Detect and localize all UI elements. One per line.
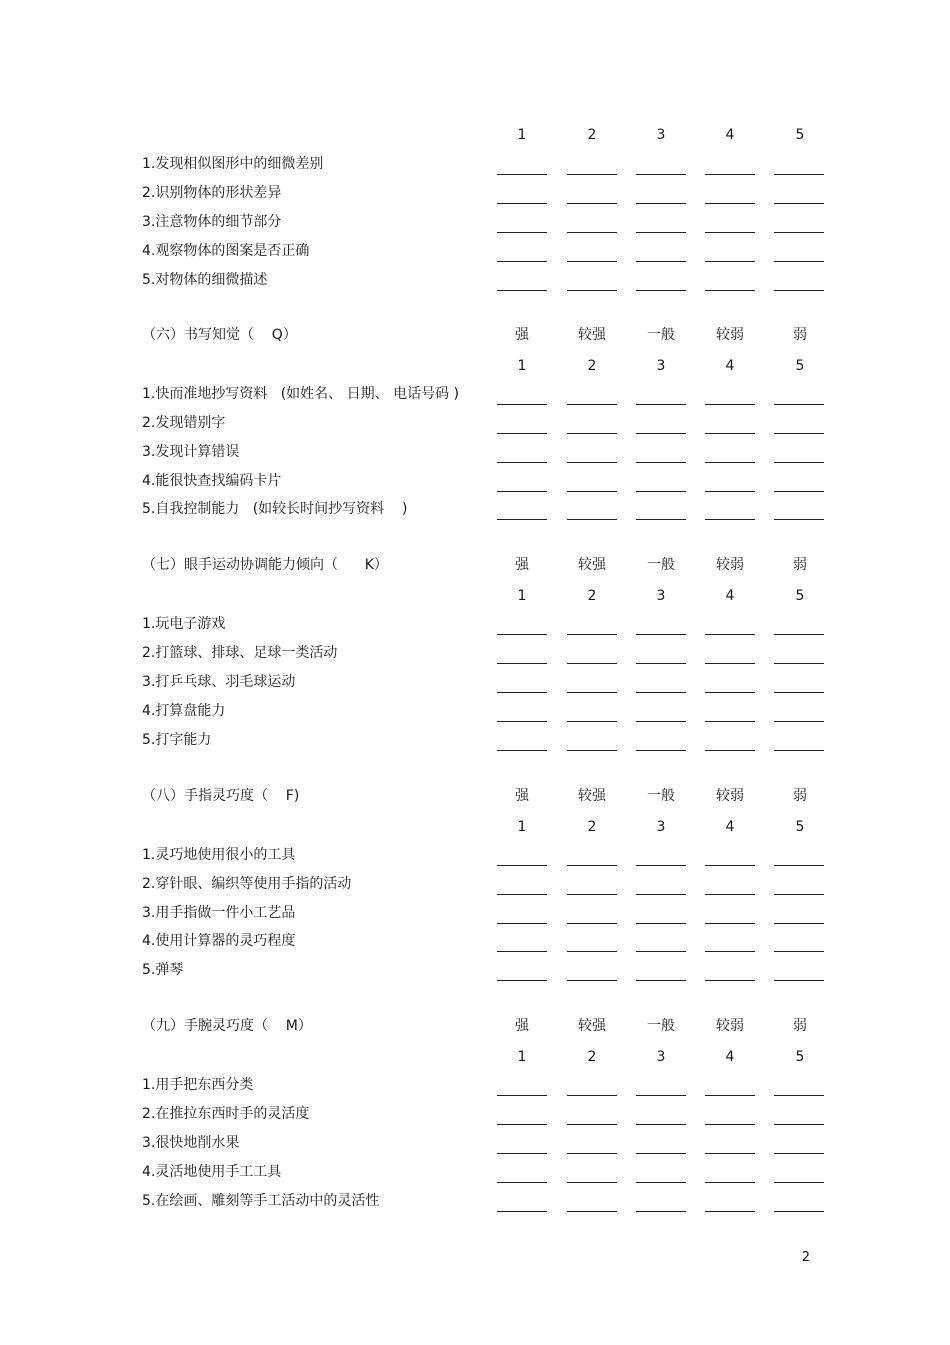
answer-blank[interactable] <box>497 894 547 895</box>
question-row <box>0 241 950 261</box>
section-title: （八）手指灵巧度（ F) <box>142 788 300 804</box>
section-header-row <box>0 325 950 345</box>
answer-blank[interactable] <box>774 462 824 463</box>
answer-blank[interactable] <box>567 261 617 262</box>
scale-number: 5 <box>795 1049 805 1065</box>
question-text: 3.用手指做一件小工艺品 <box>142 905 296 921</box>
scale-number: 5 <box>795 819 805 835</box>
answer-blank[interactable] <box>636 951 686 952</box>
scale-word: 较强 <box>578 327 606 343</box>
answer-blank[interactable] <box>636 721 686 722</box>
question-text: 4.观察物体的图案是否正确 <box>142 243 310 259</box>
scale-number: 1 <box>517 358 527 374</box>
answer-blank[interactable] <box>705 923 755 924</box>
question-text: 4.打算盘能力 <box>142 703 226 719</box>
answer-blank[interactable] <box>705 433 755 434</box>
question-row <box>0 413 950 433</box>
answer-blank[interactable] <box>774 894 824 895</box>
scale-number: 3 <box>656 127 666 143</box>
answer-blank[interactable] <box>497 721 547 722</box>
answer-blank[interactable] <box>774 634 824 635</box>
question-row <box>0 183 950 203</box>
question-row <box>0 1191 950 1211</box>
answer-blank[interactable] <box>705 692 755 693</box>
answer-blank[interactable] <box>774 865 824 866</box>
question-text: 5.弹琴 <box>142 962 184 978</box>
scale-number: 5 <box>795 358 805 374</box>
answer-blank[interactable] <box>497 433 547 434</box>
question-text: 5.自我控制能力 (如较长时间抄写资料 ) <box>142 501 408 517</box>
answer-blank[interactable] <box>636 290 686 291</box>
answer-blank[interactable] <box>497 203 547 204</box>
answer-blank[interactable] <box>497 290 547 291</box>
scale-number: 4 <box>725 358 735 374</box>
answer-blank[interactable] <box>636 663 686 664</box>
answer-blank[interactable] <box>497 634 547 635</box>
answer-blank[interactable] <box>497 1153 547 1154</box>
answer-blank[interactable] <box>567 951 617 952</box>
section-header-row <box>0 555 950 575</box>
scale-word: 弱 <box>793 788 807 804</box>
answer-blank[interactable] <box>567 980 617 981</box>
answer-blank[interactable] <box>497 865 547 866</box>
answer-blank[interactable] <box>567 663 617 664</box>
question-row <box>0 154 950 174</box>
answer-blank[interactable] <box>636 1211 686 1212</box>
answer-blank[interactable] <box>567 404 617 405</box>
answer-blank[interactable] <box>636 1124 686 1125</box>
answer-blank[interactable] <box>567 290 617 291</box>
answer-blank[interactable] <box>636 1095 686 1096</box>
answer-blank[interactable] <box>705 1211 755 1212</box>
scale-word: 一般 <box>647 1018 675 1034</box>
answer-blank[interactable] <box>497 232 547 233</box>
answer-blank[interactable] <box>774 433 824 434</box>
question-row <box>0 471 950 491</box>
answer-blank[interactable] <box>774 980 824 981</box>
answer-blank[interactable] <box>497 1211 547 1212</box>
scale-number: 2 <box>587 819 597 835</box>
scale-number: 1 <box>517 127 527 143</box>
question-row <box>0 614 950 634</box>
scale-word: 弱 <box>793 557 807 573</box>
answer-blank[interactable] <box>567 721 617 722</box>
question-text: 1.灵巧地使用很小的工具 <box>142 847 296 863</box>
scale-number-header <box>0 125 950 145</box>
question-row <box>0 1104 950 1124</box>
section-header-row <box>0 786 950 806</box>
answer-blank[interactable] <box>636 203 686 204</box>
scale-number-header <box>0 586 950 606</box>
answer-blank[interactable] <box>567 491 617 492</box>
answer-blank[interactable] <box>497 1095 547 1096</box>
question-row <box>0 384 950 404</box>
scale-number: 3 <box>656 358 666 374</box>
question-text: 3.打乒乓球、羽毛球运动 <box>142 674 296 690</box>
scale-word: 强 <box>515 788 529 804</box>
scale-number: 3 <box>656 1049 666 1065</box>
page-number: 2 <box>801 1250 810 1265</box>
answer-blank[interactable] <box>567 692 617 693</box>
scale-number: 1 <box>517 819 527 835</box>
question-text: 5.对物体的细微描述 <box>142 272 268 288</box>
scale-number-header <box>0 356 950 376</box>
answer-blank[interactable] <box>636 232 686 233</box>
answer-blank[interactable] <box>567 519 617 520</box>
question-row <box>0 672 950 692</box>
answer-blank[interactable] <box>774 1124 824 1125</box>
answer-blank[interactable] <box>774 519 824 520</box>
scale-number: 2 <box>587 588 597 604</box>
question-text: 1.快而准地抄写资料 (如姓名、 日期、 电话号码 ) <box>142 386 459 402</box>
scale-word: 一般 <box>647 788 675 804</box>
question-text: 2.识别物体的形状差异 <box>142 185 282 201</box>
answer-blank[interactable] <box>705 951 755 952</box>
answer-blank[interactable] <box>705 663 755 664</box>
question-row <box>0 270 950 290</box>
scale-number: 2 <box>587 1049 597 1065</box>
answer-blank[interactable] <box>567 232 617 233</box>
answer-blank[interactable] <box>774 951 824 952</box>
answer-blank[interactable] <box>497 692 547 693</box>
question-text: 2.打篮球、排球、足球一类活动 <box>142 645 338 661</box>
answer-blank[interactable] <box>567 1124 617 1125</box>
answer-blank[interactable] <box>567 1211 617 1212</box>
answer-blank[interactable] <box>705 261 755 262</box>
answer-blank[interactable] <box>497 923 547 924</box>
scale-number: 2 <box>587 358 597 374</box>
scale-word: 较弱 <box>716 327 744 343</box>
answer-blank[interactable] <box>636 433 686 434</box>
answer-blank[interactable] <box>774 692 824 693</box>
answer-blank[interactable] <box>497 750 547 751</box>
answer-blank[interactable] <box>705 290 755 291</box>
answer-blank[interactable] <box>497 491 547 492</box>
answer-blank[interactable] <box>636 462 686 463</box>
answer-blank[interactable] <box>567 1095 617 1096</box>
answer-blank[interactable] <box>497 174 547 175</box>
answer-blank[interactable] <box>497 663 547 664</box>
answer-blank[interactable] <box>774 750 824 751</box>
answer-blank[interactable] <box>567 462 617 463</box>
scale-word: 较弱 <box>716 788 744 804</box>
answer-blank[interactable] <box>636 404 686 405</box>
scale-word: 强 <box>515 557 529 573</box>
question-text: 3.注意物体的细节部分 <box>142 214 282 230</box>
answer-blank[interactable] <box>567 865 617 866</box>
scale-number: 3 <box>656 588 666 604</box>
answer-blank[interactable] <box>774 404 824 405</box>
question-text: 3.发现计算错误 <box>142 444 240 460</box>
answer-blank[interactable] <box>774 174 824 175</box>
scale-word: 弱 <box>793 1018 807 1034</box>
answer-blank[interactable] <box>567 923 617 924</box>
section-title: （七）眼手运动协调能力倾向（ K） <box>142 557 388 573</box>
answer-blank[interactable] <box>705 462 755 463</box>
question-text: 4.灵活地使用手工工具 <box>142 1164 282 1180</box>
answer-blank[interactable] <box>636 174 686 175</box>
scale-word: 强 <box>515 327 529 343</box>
scale-number: 4 <box>725 127 735 143</box>
scale-word: 较弱 <box>716 557 744 573</box>
scale-number: 5 <box>795 588 805 604</box>
answer-blank[interactable] <box>497 462 547 463</box>
scale-number: 4 <box>725 819 735 835</box>
answer-blank[interactable] <box>567 750 617 751</box>
answer-blank[interactable] <box>567 894 617 895</box>
scale-word: 较强 <box>578 557 606 573</box>
answer-blank[interactable] <box>705 1182 755 1183</box>
question-text: 5.打字能力 <box>142 732 212 748</box>
scale-word: 弱 <box>793 327 807 343</box>
scale-word: 一般 <box>647 557 675 573</box>
scale-number-header <box>0 817 950 837</box>
question-row <box>0 960 950 980</box>
scale-word: 较强 <box>578 1018 606 1034</box>
answer-blank[interactable] <box>705 491 755 492</box>
scale-number: 1 <box>517 1049 527 1065</box>
answer-blank[interactable] <box>705 519 755 520</box>
answer-blank[interactable] <box>636 923 686 924</box>
answer-blank[interactable] <box>497 519 547 520</box>
scale-number: 1 <box>517 588 527 604</box>
answer-blank[interactable] <box>705 1124 755 1125</box>
answer-blank[interactable] <box>705 232 755 233</box>
answer-blank[interactable] <box>497 261 547 262</box>
question-row <box>0 1075 950 1095</box>
section-title: （九）手腕灵巧度（ M） <box>142 1018 312 1034</box>
answer-blank[interactable] <box>774 1182 824 1183</box>
answer-blank[interactable] <box>567 634 617 635</box>
question-text: 2.在推拉东西时手的灵活度 <box>142 1106 310 1122</box>
answer-blank[interactable] <box>636 1182 686 1183</box>
answer-blank[interactable] <box>567 1153 617 1154</box>
answer-blank[interactable] <box>705 865 755 866</box>
question-text: 1.发现相似图形中的细微差别 <box>142 156 324 172</box>
answer-blank[interactable] <box>497 404 547 405</box>
answer-blank[interactable] <box>567 1182 617 1183</box>
answer-blank[interactable] <box>705 980 755 981</box>
question-row <box>0 1133 950 1153</box>
answer-blank[interactable] <box>705 1153 755 1154</box>
answer-blank[interactable] <box>567 433 617 434</box>
answer-blank[interactable] <box>636 894 686 895</box>
question-row <box>0 931 950 951</box>
question-text: 5.在绘画、雕刻等手工活动中的灵活性 <box>142 1193 380 1209</box>
question-text: 4.能很快查找编码卡片 <box>142 473 282 489</box>
answer-blank[interactable] <box>636 865 686 866</box>
answer-blank[interactable] <box>636 634 686 635</box>
answer-blank[interactable] <box>774 1153 824 1154</box>
question-row <box>0 903 950 923</box>
answer-blank[interactable] <box>567 203 617 204</box>
answer-blank[interactable] <box>636 980 686 981</box>
question-text: 1.用手把东西分类 <box>142 1077 254 1093</box>
answer-blank[interactable] <box>774 491 824 492</box>
answer-blank[interactable] <box>705 721 755 722</box>
scale-number: 3 <box>656 819 666 835</box>
answer-blank[interactable] <box>705 203 755 204</box>
question-text: 1.玩电子游戏 <box>142 616 226 632</box>
answer-blank[interactable] <box>497 1124 547 1125</box>
scale-word: 强 <box>515 1018 529 1034</box>
question-row <box>0 730 950 750</box>
answer-blank[interactable] <box>774 1095 824 1096</box>
question-row <box>0 845 950 865</box>
answer-blank[interactable] <box>636 1153 686 1154</box>
question-text: 3.很快地削水果 <box>142 1135 240 1151</box>
answer-blank[interactable] <box>636 750 686 751</box>
question-text: 2.发现错别字 <box>142 415 226 431</box>
answer-blank[interactable] <box>705 894 755 895</box>
section-title: （六）书写知觉（ Q） <box>142 327 297 343</box>
answer-blank[interactable] <box>774 261 824 262</box>
answer-blank[interactable] <box>774 232 824 233</box>
question-row <box>0 874 950 894</box>
answer-blank[interactable] <box>705 404 755 405</box>
answer-blank[interactable] <box>636 491 686 492</box>
scale-number: 4 <box>725 1049 735 1065</box>
answer-blank[interactable] <box>774 721 824 722</box>
answer-blank[interactable] <box>774 203 824 204</box>
answer-blank[interactable] <box>705 1095 755 1096</box>
answer-blank[interactable] <box>774 1211 824 1212</box>
answer-blank[interactable] <box>636 692 686 693</box>
question-text: 4.使用计算器的灵巧程度 <box>142 933 296 949</box>
answer-blank[interactable] <box>497 951 547 952</box>
answer-blank[interactable] <box>636 519 686 520</box>
question-text: 2.穿针眼、编织等使用手指的活动 <box>142 876 352 892</box>
answer-blank[interactable] <box>705 634 755 635</box>
answer-blank[interactable] <box>705 174 755 175</box>
answer-blank[interactable] <box>774 290 824 291</box>
question-row <box>0 499 950 519</box>
question-row <box>0 701 950 721</box>
scale-word: 较弱 <box>716 1018 744 1034</box>
answer-blank[interactable] <box>774 663 824 664</box>
question-row <box>0 212 950 232</box>
answer-blank[interactable] <box>774 923 824 924</box>
scale-number-header <box>0 1047 950 1067</box>
scale-word: 一般 <box>647 327 675 343</box>
section-header-row <box>0 1016 950 1036</box>
question-row <box>0 442 950 462</box>
question-row <box>0 1162 950 1182</box>
answer-blank[interactable] <box>567 174 617 175</box>
answer-blank[interactable] <box>497 1182 547 1183</box>
scale-word: 较强 <box>578 788 606 804</box>
scale-number: 2 <box>587 127 597 143</box>
answer-blank[interactable] <box>636 261 686 262</box>
scale-number: 4 <box>725 588 735 604</box>
answer-blank[interactable] <box>497 980 547 981</box>
question-row <box>0 643 950 663</box>
answer-blank[interactable] <box>705 750 755 751</box>
scale-number: 5 <box>795 127 805 143</box>
